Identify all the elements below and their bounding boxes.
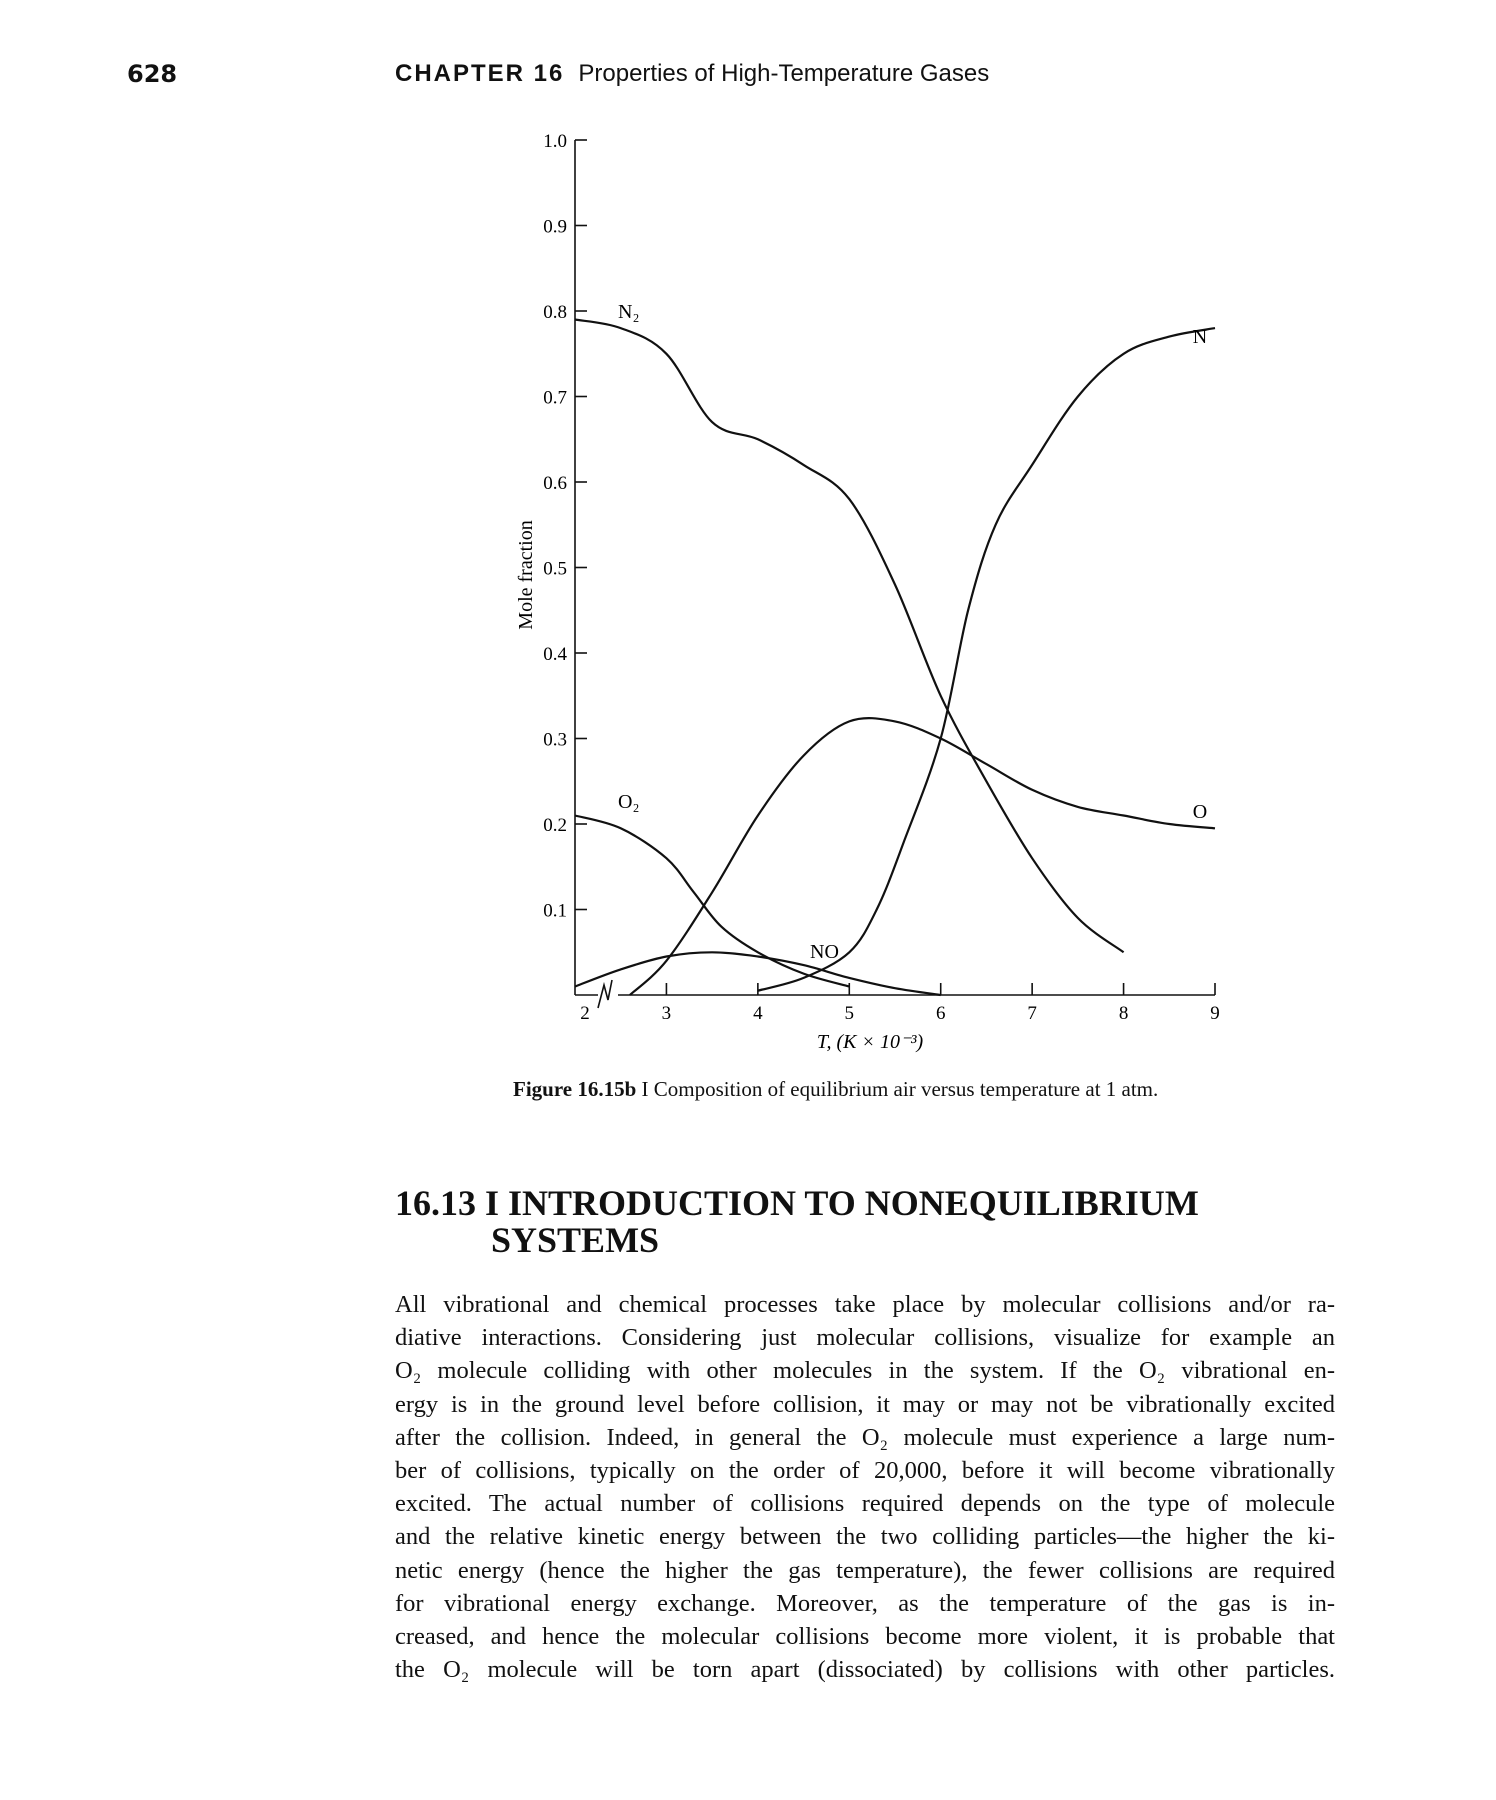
x-tick-label: 6 (935, 1003, 946, 1024)
curve-label-o: O (1192, 801, 1208, 823)
body-line: creased, and hence the molecular collisions become more violent, it is probable that (395, 1623, 1335, 1651)
body-line: excited. The actual number of collisions required depends on the type of molecule (395, 1490, 1335, 1518)
series-n2-line (575, 320, 1124, 953)
y-tick-label: 0.7 (543, 387, 567, 409)
section-heading-line1: 16.13 I INTRODUCTION TO NONEQUILIBRIUM (395, 1183, 1199, 1223)
axis-break-mark (598, 980, 612, 1008)
y-axis-title: Mole fraction (515, 520, 537, 630)
x-tick-label: 7 (1027, 1003, 1037, 1024)
curve-label-no: NO (810, 941, 839, 963)
y-tick-label: 0.3 (543, 729, 567, 751)
y-tick-label: 1.0 (543, 131, 567, 152)
curve-label-o2: O₂ (618, 791, 640, 813)
chart-labels (515, 131, 1220, 1053)
page-number: 628 (127, 60, 178, 88)
y-tick-label: 0.4 (543, 644, 567, 665)
section-heading-line2: SYSTEMS (491, 1220, 660, 1260)
y-tick-label: 0.5 (543, 558, 567, 580)
y-tick-label: 0.9 (543, 216, 567, 238)
body-line: ber of collisions, typically on the order of 20,000, before it will become vibrationally (395, 1457, 1335, 1485)
x-tick-label: 8 (1118, 1003, 1129, 1024)
x-tick-label: 9 (1210, 1003, 1220, 1024)
chart-axes (575, 140, 1215, 1008)
x-tick-label: 3 (661, 1003, 672, 1024)
caption-separator: I (636, 1077, 654, 1101)
section-heading (395, 1185, 1199, 1259)
chapter-label: CHAPTER 16 (395, 60, 565, 87)
chapter-title: Properties of High-Temperature Gases (578, 60, 990, 87)
y-tick-label: 0.6 (543, 473, 567, 494)
body-paragraph (395, 1288, 1335, 1686)
body-line: netic energy (hence the higher the gas temperature), the fewer collisions are required (395, 1556, 1335, 1584)
x-axis-title: T, (K × 10⁻³) (816, 1031, 924, 1053)
body-line: All vibrational and chemical processes take place by molecular collisions and/or ra- (395, 1291, 1335, 1318)
curve-label-n: N (1192, 326, 1208, 348)
body-line: diative interactions. Considering just molecular collisions, visualize for example an (395, 1324, 1335, 1352)
y-tick-label: 0.1 (543, 900, 567, 922)
caption-label: Figure 16.15b (513, 1077, 637, 1101)
y-tick-label: 0.8 (543, 302, 567, 323)
body-line: ergy is in the ground level before collision, it may or may not be vibrationally excited (395, 1390, 1335, 1418)
curve-label-n2: N₂ (618, 301, 640, 323)
chart-curves (575, 320, 1215, 996)
figure-caption (513, 1076, 1233, 1103)
series-n-line (758, 328, 1215, 991)
x-tick-label: 2 (580, 1003, 590, 1024)
series-o2-line (575, 816, 849, 987)
x-tick-label: 4 (753, 1003, 763, 1024)
body-line: for vibrational energy exchange. Moreover, as the temperature of the gas is in- (395, 1589, 1335, 1617)
y-tick-label: 0.2 (543, 815, 567, 836)
x-tick-label: 5 (844, 1003, 855, 1024)
body-line: O₂ molecule colliding with other molecules in the system. If the O₂ vibrational en- (395, 1357, 1335, 1385)
body-line: after the collision. Indeed, in general the O₂ molecule must experience a large num- (395, 1423, 1335, 1451)
body-line: the O₂ molecule will be torn apart (dissociated) by collisions with other particles. (395, 1656, 1335, 1684)
body-line: and the relative kinetic energy between the two colliding particles—the higher the ki- (395, 1523, 1335, 1551)
caption-text: Composition of equilibrium air versus temperature at 1 atm. (653, 1077, 1159, 1101)
